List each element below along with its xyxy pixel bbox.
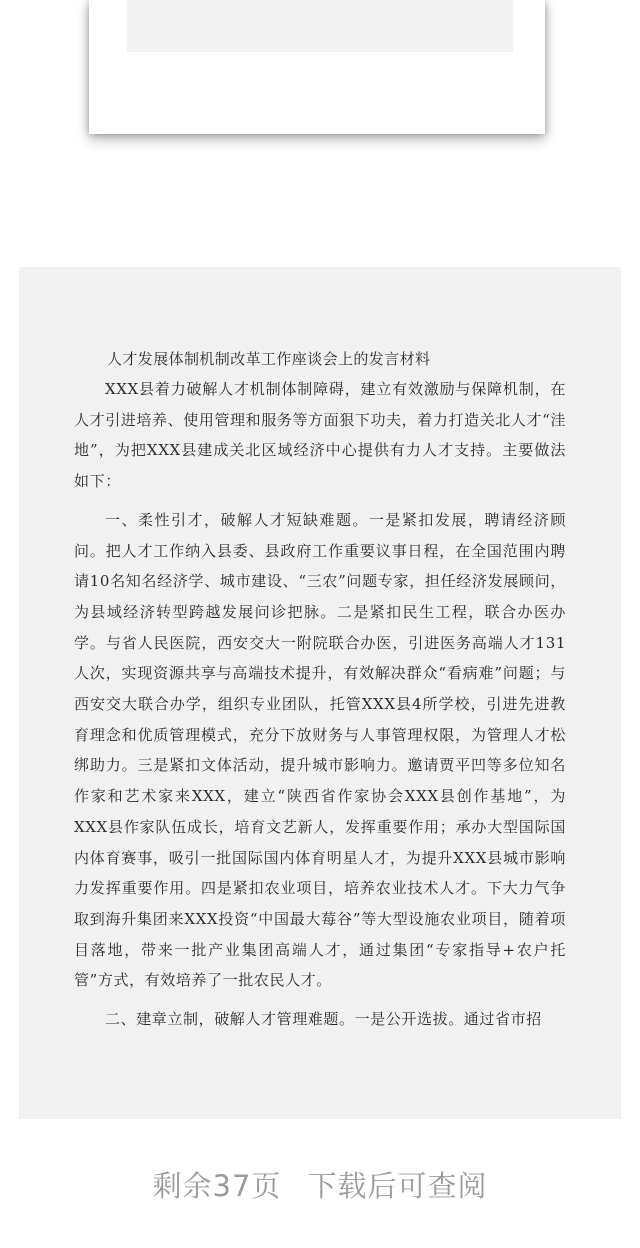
previous-page-preview (89, 0, 545, 134)
paragraph-section-one: 一、柔性引才，破解人才短缺难题。一是紧扣发展，聘请经济顾问。把人才工作纳入县委、县政府工作重要议事日程，在全国范围内聘请10名知名经济学、城市建设、“三农”问题专家，担任经济发展顾问，为县域经济转型跨越发展问诊把脉。二是紧扣民生工程，联合办医办学。与省人民医院，西安交大一附院联合办医，引进医务高端人才131人次，实现资源共享与高端技术提升，有效解决群众“看病难”问题；与西安交大联合办学，组织专业团队，托管XXX县4所学校，引进先进教育理念和优质管理模式，充分下放财务与人事管理权限，为管理人才松绑助力。三是紧扣文体活动，提升城市影响力。邀请贾平凹等多位知名作家和艺术家来XXX，建立“陕西省作家协会XXX县创作基地”，为XXX县作家队伍成长，培育文艺新人，发挥重要作用；承办大型国际国内体育赛事，吸引一批国际国内体育明星人才，为提升XXX县城市影响力发挥重要作用。四是紧扣农业项目，培养农业技术人才。下大力气争取到海升集团来XXX投资“中国最大莓谷”等大型设施农业项目，随着项目落地，带来一批产业集团高端人才，通过集团“专家指导+农户托管”方式，有效培养了一批农民人才。 (74, 510, 566, 990)
paragraph-section-two: 二、建章立制，破解人才管理难题。一是公开选拔。通过省市招 (105, 1010, 542, 1029)
document-page (19, 267, 621, 1119)
document-body (74, 345, 566, 1035)
download-prompt[interactable] (0, 1160, 640, 1212)
document-title: 人才发展体制机制改革工作座谈会上的发言材料 (107, 350, 431, 368)
previous-page-content-block (127, 0, 513, 52)
paragraph-intro: XXX县着力破解人才机制体制障碍，建立有效激励与保障机制，在人才引进培养、使用管理和服务等方面狠下功夫，着力打造关北人才“洼地”，为把XXX县建成关北区域经济中心提供有力人才支持。主要做法如下： (74, 380, 566, 491)
remaining-pages-label[interactable]: 剩余37页 (152, 1169, 282, 1203)
download-to-view-label[interactable]: 下载后可查阅 (307, 1169, 488, 1203)
